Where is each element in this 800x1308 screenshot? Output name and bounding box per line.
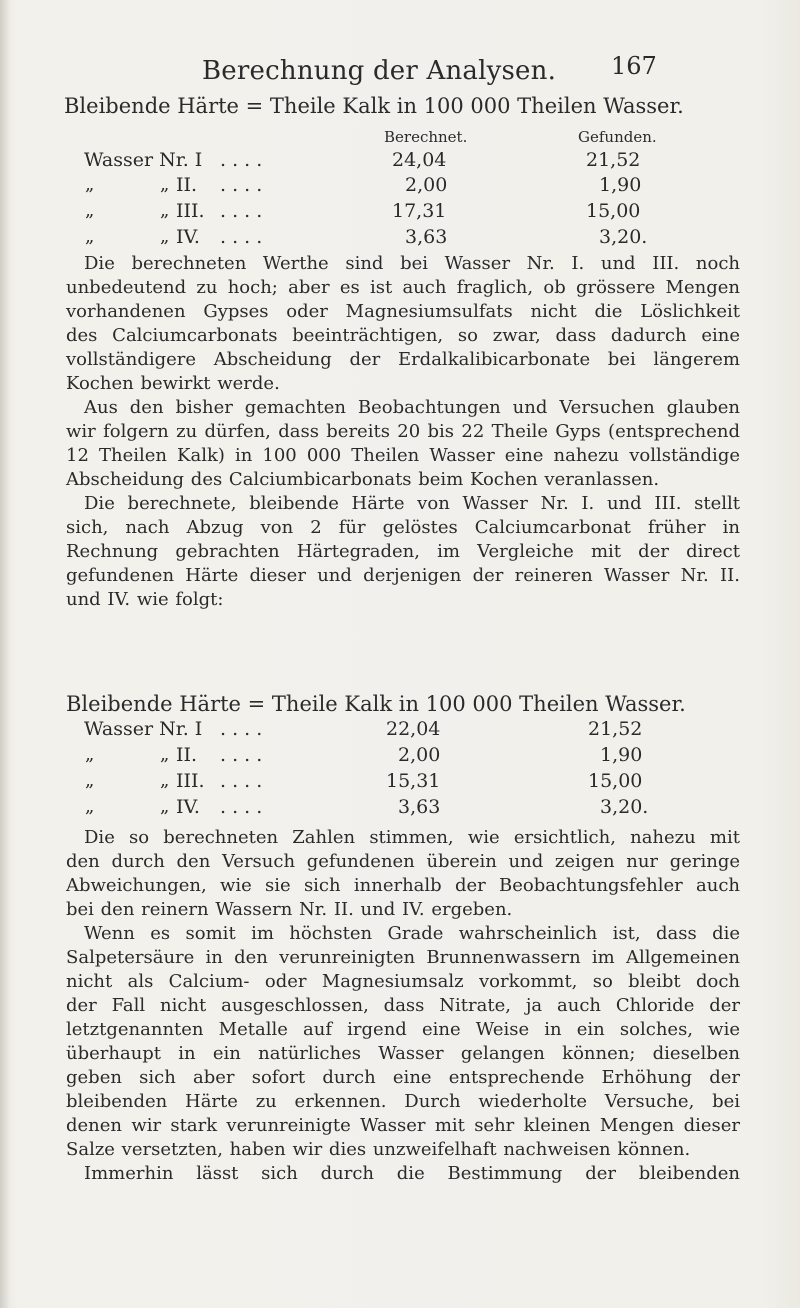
table-2-ditto-mark: „: [160, 770, 170, 791]
table-1-calculated-value: 3,63: [405, 226, 448, 248]
table-1-ditto-mark: „: [160, 174, 170, 195]
table-1-ditto-mark: „: [85, 174, 95, 195]
paragraph-4-line: bei den reinern Wassern Nr. II. und IV. ergeben.: [66, 899, 513, 920]
paragraph-4-line: Die so berechneten Zahlen stimmen, wie ersichtlich, nahezu mit: [84, 827, 740, 848]
table-1-ditto-mark: „: [160, 226, 170, 247]
table-2-ditto-mark: „: [85, 770, 95, 791]
paragraph-5-line: letztgenannten Metalle auf irgend eine Weise in ein solches, wie: [66, 1019, 740, 1040]
paragraph-5-line: der Fall nicht ausgeschlossen, dass Nitrate, ja auch Chloride der: [66, 995, 740, 1016]
table-2-found-value: 3,20.: [600, 796, 649, 818]
table-2-calculated-value: 15,31: [386, 770, 441, 792]
paragraph-5-line: geben sich aber sofort durch eine entsprechende Erhöhung der: [66, 1067, 740, 1088]
table-2-roman-number: IV.: [176, 796, 200, 818]
table-1-ditto-mark: „: [160, 200, 170, 221]
table-1-found-value: 3,20.: [599, 226, 648, 248]
paragraph-3-line: gefundenen Härte dieser und derjenigen der reineren Wasser Nr. II.: [66, 565, 740, 586]
table-1-roman-number: IV.: [176, 226, 200, 248]
paragraph-3-line: sich, nach Abzug von 2 für gelöstes Calciumcarbonat früher in: [66, 517, 740, 538]
table-1-ditto-mark: „: [85, 226, 95, 247]
running-title: Berechnung der Analysen.: [202, 56, 557, 86]
table-1-row-dots: . . . .: [220, 226, 263, 248]
page-number: 167: [611, 52, 657, 80]
paragraph-5-line: Salpetersäure in den verunreinigten Brunnenwassern im Allgemeinen: [66, 947, 740, 968]
table-2-ditto-mark: „: [160, 744, 170, 765]
table-1-title: Bleibende Härte = Theile Kalk in 100 000 Theilen Wasser.: [64, 94, 684, 118]
paragraph-2-line: Abscheidung des Calciumbicarbonats beim Kochen veranlassen.: [66, 469, 660, 490]
table-2-ditto-mark: „: [85, 796, 95, 817]
table-1-calculated-value: 24,04: [392, 149, 447, 171]
paragraph-3-line: Rechnung gebrachten Härtegraden, im Vergleiche mit der direct: [66, 541, 740, 562]
table-1-ditto-mark: „: [85, 200, 95, 221]
paragraph-1-line: Kochen bewirkt werde.: [66, 373, 280, 394]
table-1-calculated-value: 17,31: [392, 200, 447, 222]
table-1-row-dots: . . . .: [220, 174, 263, 196]
table-2-row-dots: . . . .: [220, 718, 263, 740]
paragraph-5-line: Wenn es somit im höchsten Grade wahrscheinlich ist, dass die: [84, 923, 740, 944]
table-1-found-value: 21,52: [586, 149, 641, 171]
table-1-roman-number: III.: [176, 200, 205, 222]
table-2-calculated-value: 22,04: [386, 718, 441, 740]
paragraph-1-line: des Calciumcarbonats beeinträchtigen, so zwar, dass dadurch eine: [66, 325, 740, 346]
table-2-title: Bleibende Härte = Theile Kalk in 100 000 Theilen Wasser.: [66, 692, 686, 716]
page-edge-shadow: [0, 0, 10, 1308]
table-2-row-dots: . . . .: [220, 796, 263, 818]
paragraph-2-line: 12 Theilen Kalk) in 100 000 Theilen Wasser eine nahezu vollständige: [66, 445, 740, 466]
paragraph-5-line: überhaupt in ein natürliches Wasser gelangen können; dieselben: [66, 1043, 740, 1064]
table-2-calculated-value: 3,63: [398, 796, 441, 818]
table-2-ditto-mark: „: [85, 744, 95, 765]
paragraph-1-line: Die berechneten Werthe sind bei Wasser Nr. I. und III. noch: [84, 253, 740, 274]
table-2-calculated-value: 2,00: [398, 744, 441, 766]
table-1-found-header: Gefunden.: [578, 128, 657, 146]
table-2-found-value: 1,90: [600, 744, 643, 766]
paragraph-1-line: unbedeutend zu hoch; aber es ist auch fraglich, ob grössere Mengen: [66, 277, 740, 298]
table-1-row-label: Wasser Nr. I: [84, 149, 203, 171]
table-2-row-label: Wasser Nr. I: [84, 718, 203, 740]
table-2-roman-number: II.: [176, 744, 198, 766]
table-2-row-dots: . . . .: [220, 744, 263, 766]
table-1-roman-number: II.: [176, 174, 198, 196]
table-2-ditto-mark: „: [160, 796, 170, 817]
paragraph-6-line: Immerhin lässt sich durch die Bestimmung der bleibenden: [84, 1163, 740, 1184]
paragraph-2-line: Aus den bisher gemachten Beobachtungen und Versuchen glauben: [84, 397, 740, 418]
paragraph-5-line: Salze versetzten, haben wir dies unzweifelhaft nachweisen können.: [66, 1139, 691, 1160]
paragraph-2-line: wir folgern zu dürfen, dass bereits 20 bis 22 Theile Gyps (entsprechend: [66, 421, 740, 442]
paragraph-3-line: Die berechnete, bleibende Härte von Wasser Nr. I. und III. stellt: [84, 493, 740, 514]
table-1-row-dots: . . . .: [220, 149, 263, 171]
table-1-row-dots: . . . .: [220, 200, 263, 222]
paragraph-1-line: vollständigere Abscheidung der Erdalkalibicarbonate bei längerem: [66, 349, 740, 370]
paragraph-5-line: denen wir stark verunreinigte Wasser mit sehr kleinen Mengen dieser: [66, 1115, 740, 1136]
paragraph-4-line: den durch den Versuch gefundenen überein und zeigen nur geringe: [66, 851, 740, 872]
table-2-found-value: 15,00: [588, 770, 643, 792]
table-1-calculated-value: 2,00: [405, 174, 448, 196]
paragraph-4-line: Abweichungen, wie sie sich innerhalb der Beobachtungsfehler auch: [66, 875, 740, 896]
table-1-calculated-header: Berechnet.: [384, 128, 468, 146]
table-2-row-dots: . . . .: [220, 770, 263, 792]
paragraph-1-line: vorhandenen Gypses oder Magnesiumsulfats nicht die Löslichkeit: [66, 301, 740, 322]
table-2-found-value: 21,52: [588, 718, 643, 740]
table-1-found-value: 1,90: [599, 174, 642, 196]
paragraph-3-line: und IV. wie folgt:: [66, 589, 224, 610]
paragraph-5-line: bleibenden Härte zu erkennen. Durch wiederholte Versuche, bei: [66, 1091, 740, 1112]
table-1-found-value: 15,00: [586, 200, 641, 222]
paragraph-5-line: nicht als Calcium- oder Magnesiumsalz vorkommt, so bleibt doch: [66, 971, 740, 992]
table-2-roman-number: III.: [176, 770, 205, 792]
